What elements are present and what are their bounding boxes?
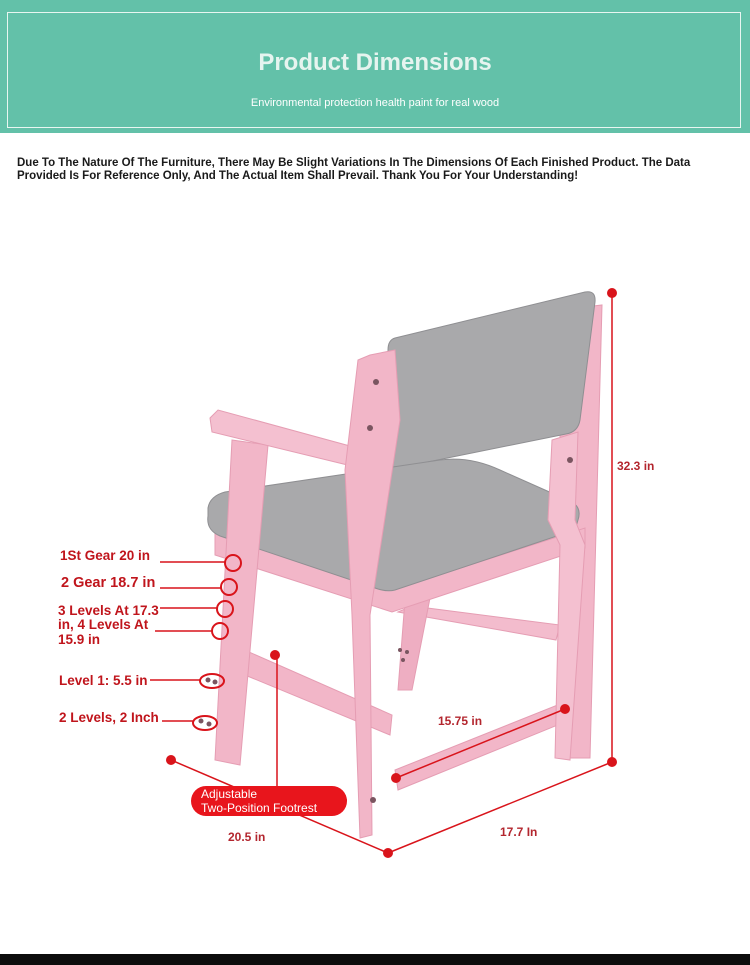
screw [207, 722, 212, 727]
screw [213, 680, 218, 685]
screw [370, 797, 376, 803]
screw [373, 379, 379, 385]
footrest-level-1-label: Level 1: 5.5 in [59, 673, 148, 688]
adjustable-footrest-badge [191, 786, 347, 816]
footrest-bar [395, 702, 570, 790]
screw [401, 658, 405, 662]
footrest-level-2-label: 2 Levels, 2 Inch [59, 710, 159, 725]
screw [206, 678, 211, 683]
badge-line-2: Two-Position Footrest [201, 801, 318, 815]
footrest-level-2-marker [193, 716, 217, 730]
page-subtitle: Environmental protection health paint for real wood [250, 97, 500, 109]
screw [398, 648, 402, 652]
bottom-bar [0, 954, 750, 965]
gear-3-label-line1: 3 Levels At 17.3 [58, 603, 159, 618]
gear-2-label: 2 Gear 18.7 in [61, 575, 156, 591]
screw [405, 650, 409, 654]
inner-width-dimension: 15.75 in [438, 714, 483, 728]
height-dimension: 32.3 in [617, 459, 655, 473]
depth-dimension: 20.5 in [228, 830, 266, 844]
badge-line-1: Adjustable [201, 787, 258, 801]
page-title: Product Dimensions [258, 49, 492, 76]
screw [567, 457, 573, 463]
gear-1-label: 1St Gear 20 in [60, 548, 151, 563]
width-dimension: 17.7 In [500, 825, 538, 839]
screw [367, 425, 373, 431]
dimension-disclaimer: Due To The Nature Of The Furniture, There May Be Slight Variations In The Dimensions Of Each Finished Product. The Data Provided Is For Reference Only, And The Actual Item Shall Prevail. Thank You For Your Understanding! [17, 157, 691, 182]
screw [199, 719, 204, 724]
gear-3-label-line3: 15.9 in [58, 632, 101, 647]
front-left-leg [215, 440, 268, 765]
gear-3-label-line2: in, 4 Levels At [58, 617, 149, 632]
